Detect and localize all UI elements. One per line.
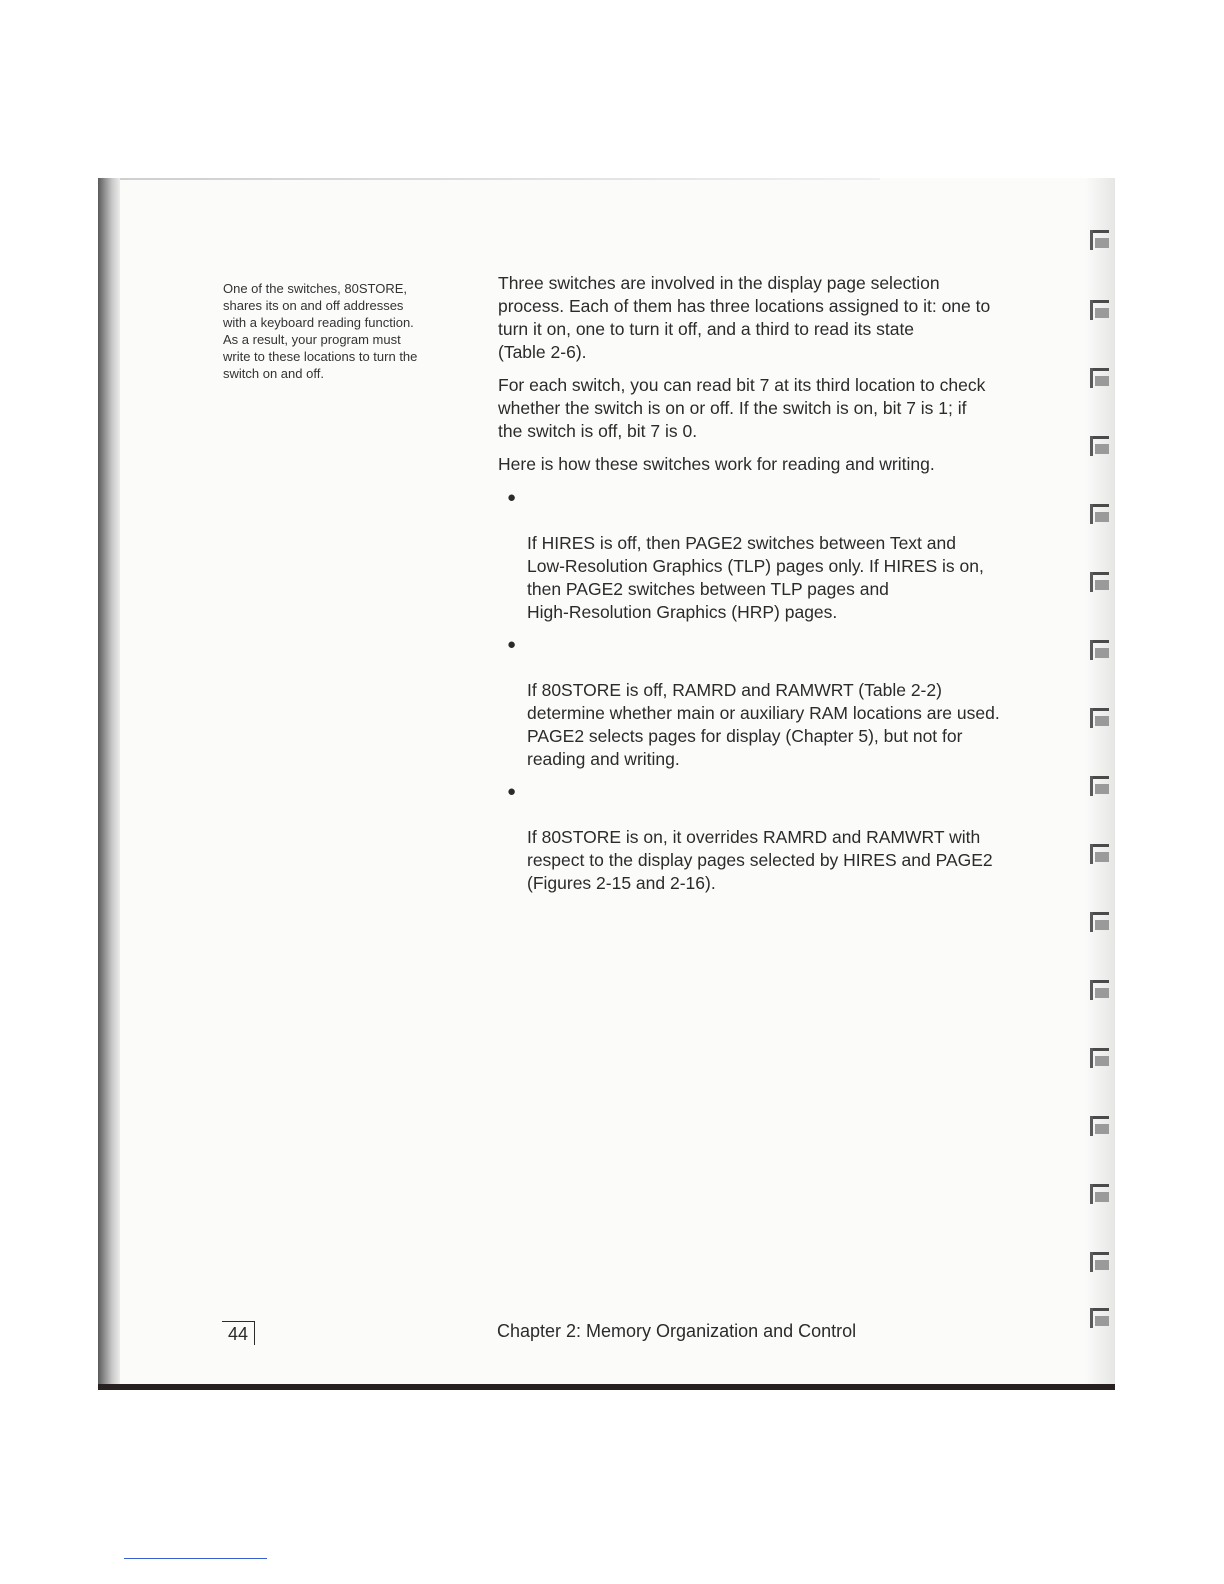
section-tab-icon xyxy=(1091,1048,1113,1070)
blue-underline xyxy=(124,1558,267,1559)
section-tab-icon xyxy=(1091,504,1113,526)
list-item xyxy=(498,780,1068,895)
section-tab-icon xyxy=(1091,1116,1113,1138)
margin-note: One of the switches, 80STORE, shares its on and off addresses with a keyboard reading function. As a result, your program must write to these locations to turn the switch on and off. xyxy=(223,281,418,381)
page-number: 44 xyxy=(222,1321,255,1345)
section-tab-icon xyxy=(1091,1184,1113,1206)
list-item-text: If 80STORE is on, it overrides RAMRD and RAMWRT with respect to the display pages selected by HIRES and PAGE2 (Figures 2-15 and 2-16). xyxy=(527,827,993,893)
paragraph-display-switches: Three switches are involved in the display page selection process. Each of them has three locations assigned to it: one to turn it on, one to turn it off, and a third to read its state (Table 2-6). xyxy=(498,273,991,362)
section-tab-icon xyxy=(1091,844,1113,866)
running-footer: Chapter 2: Memory Organization and Control xyxy=(497,1321,857,1341)
section-tab-icon xyxy=(1091,300,1113,322)
page-bottom-edge xyxy=(98,1384,1115,1390)
bullet-icon: ● xyxy=(507,489,517,506)
paragraph-switches-intro: Here is how these switches work for reading and writing. xyxy=(498,454,935,474)
list-item xyxy=(498,486,1068,624)
section-tab-icon xyxy=(1091,640,1113,662)
section-tab-icon xyxy=(1091,776,1113,798)
paragraph-bit7-state: For each switch, you can read bit 7 at its third location to check whether the switch is on or off. If the switch is on, bit 7 is 1; if the switch is off, bit 7 is 0. xyxy=(498,375,986,441)
page-tab-edge xyxy=(1085,178,1115,1390)
page-top-edge xyxy=(120,178,880,180)
body-text xyxy=(498,272,1068,904)
section-tab-icon xyxy=(1091,368,1113,390)
section-tab-icon xyxy=(1091,1308,1113,1330)
switch-behavior-list xyxy=(498,486,1068,895)
section-tab-icon xyxy=(1091,572,1113,594)
section-tab-icon xyxy=(1091,436,1113,458)
bullet-icon: ● xyxy=(507,783,517,800)
section-tab-icon xyxy=(1091,230,1113,252)
section-tab-icon xyxy=(1091,912,1113,934)
list-item xyxy=(498,633,1068,771)
section-tab-icon xyxy=(1091,1252,1113,1274)
book-spine xyxy=(98,178,120,1390)
bullet-icon: ● xyxy=(507,636,517,653)
list-item-text: If 80STORE is off, RAMRD and RAMWRT (Table 2-2) determine whether main or auxiliary RAM locations are used. PAGE2 selects pages for display (Chapter 5), but not for reading and writing. xyxy=(527,680,1000,769)
section-tab-icon xyxy=(1091,980,1113,1002)
list-item-text: If HIRES is off, then PAGE2 switches between Text and Low-Resolution Graphics (TLP) pages only. If HIRES is on, then PAGE2 switches between TLP pages and High-Resolution Graphics (HRP) pages. xyxy=(527,533,984,622)
section-tab-icon xyxy=(1091,708,1113,730)
